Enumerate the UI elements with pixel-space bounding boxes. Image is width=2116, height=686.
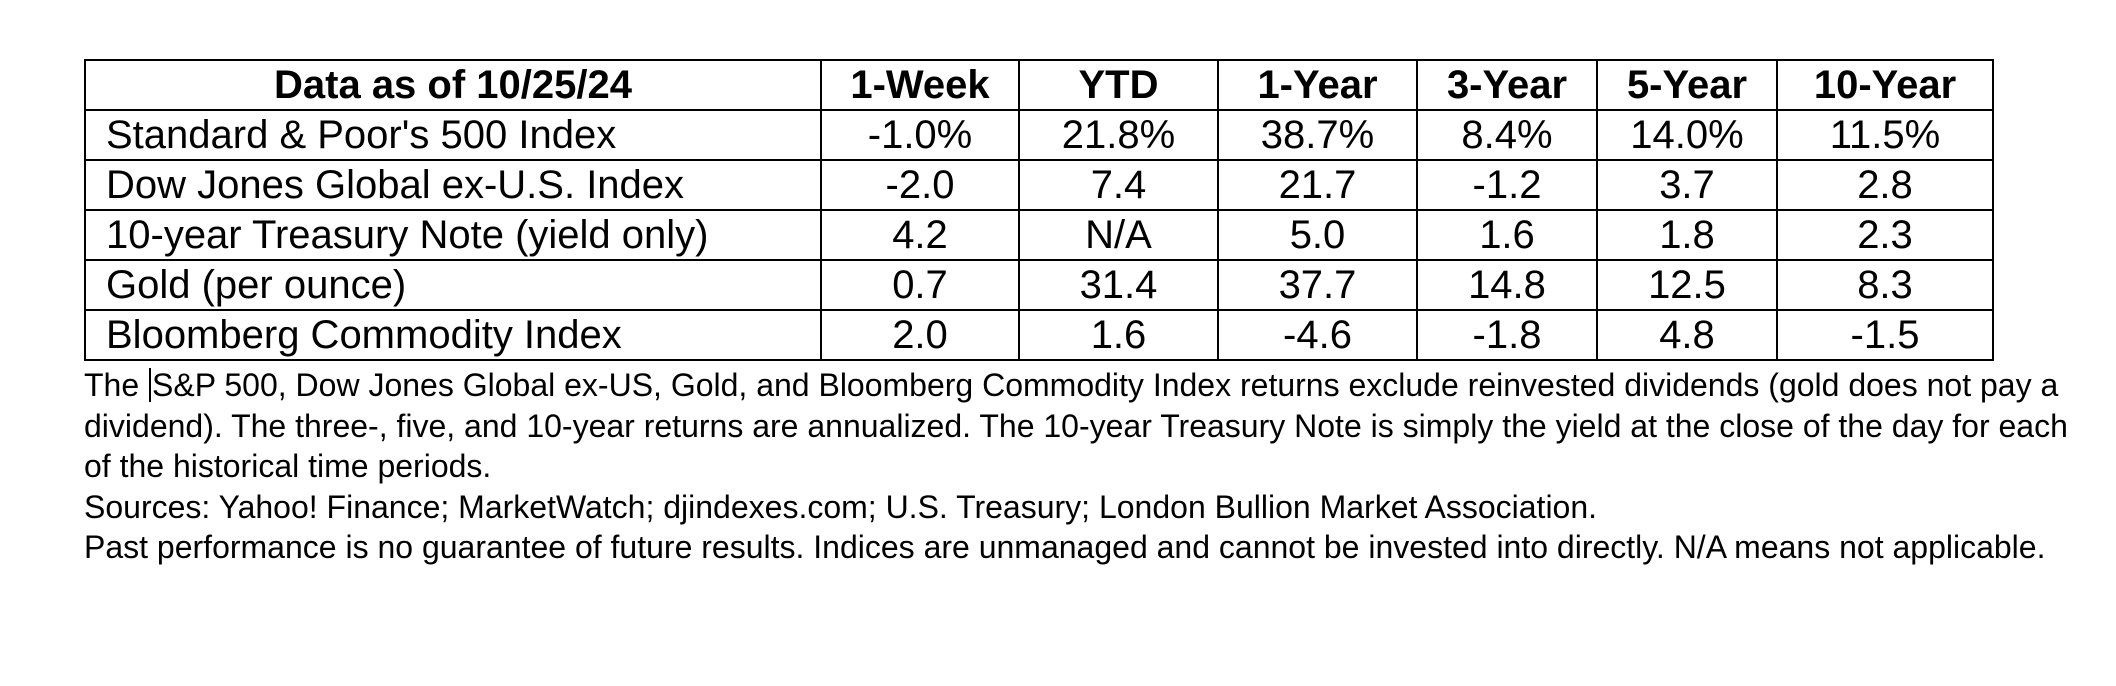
table-header-row	[85, 60, 1993, 110]
sources-note: Sources: Yahoo! Finance; MarketWatch; djindexes.com; U.S. Treasury; London Bullion Market Association.	[84, 488, 1598, 525]
table-cell: 1.8	[1597, 210, 1777, 260]
table-row	[85, 110, 1993, 160]
header-5-year: 5-Year	[1597, 60, 1777, 110]
header-ytd: YTD	[1019, 60, 1218, 110]
table-cell: 11.5%	[1777, 110, 1993, 160]
table-cell: 14.8	[1417, 260, 1597, 310]
table-cell: 14.0%	[1597, 110, 1777, 160]
header-date: Data as of 10/25/24	[85, 60, 821, 110]
market-returns-table	[84, 59, 1994, 361]
table-cell: -1.8	[1417, 310, 1597, 360]
header-3-year: 3-Year	[1417, 60, 1597, 110]
table-cell: N/A	[1019, 210, 1218, 260]
table-cell: 8.3	[1777, 260, 1993, 310]
table-cell: -1.0%	[821, 110, 1019, 160]
header-1-week: 1-Week	[821, 60, 1019, 110]
table-cell: 37.7	[1218, 260, 1417, 310]
table-cell: 1.6	[1019, 310, 1218, 360]
row-label: Bloomberg Commodity Index	[85, 310, 821, 360]
table-cell: 21.7	[1218, 160, 1417, 210]
returns-note-text: S&P 500, Dow Jones Global ex-US, Gold, and Bloomberg Commodity Index returns exclude reinvested dividends (gold does not pay a dividend). The three-, five, and 10-year returns are annualized. The 10-year Treasury Note is simply the yield at the close of the day for each of the historical time periods.	[84, 367, 2068, 484]
table-cell: 2.0	[821, 310, 1019, 360]
row-label: Dow Jones Global ex-U.S. Index	[85, 160, 821, 210]
table-cell: 2.8	[1777, 160, 1993, 210]
table-cell: 31.4	[1019, 260, 1218, 310]
table-cell: 2.3	[1777, 210, 1993, 260]
table-row	[85, 160, 1993, 210]
returns-note[interactable]	[84, 365, 2074, 487]
table-row	[85, 210, 1993, 260]
table-cell: -1.2	[1417, 160, 1597, 210]
table-cell: 5.0	[1218, 210, 1417, 260]
table-row	[85, 260, 1993, 310]
table-cell: 0.7	[821, 260, 1019, 310]
table-cell: 12.5	[1597, 260, 1777, 310]
row-label: 10-year Treasury Note (yield only)	[85, 210, 821, 260]
table-cell: 3.7	[1597, 160, 1777, 210]
row-label: Gold (per ounce)	[85, 260, 821, 310]
table-cell: -4.6	[1218, 310, 1417, 360]
document-page	[84, 59, 2074, 568]
table-cell: -2.0	[821, 160, 1019, 210]
table-cell: -1.5	[1777, 310, 1993, 360]
table-row	[85, 310, 1993, 360]
returns-note-prefix: The	[84, 367, 149, 403]
table-cell: 38.7%	[1218, 110, 1417, 160]
header-1-year: 1-Year	[1218, 60, 1417, 110]
table-cell: 21.8%	[1019, 110, 1218, 160]
disclaimer-note: Past performance is no guarantee of future results. Indices are unmanaged and cannot be invested into directly. N/A means not applicable.	[84, 529, 2046, 565]
table-cell: 4.2	[821, 210, 1019, 260]
row-label: Standard & Poor's 500 Index	[85, 110, 821, 160]
text-cursor	[149, 368, 151, 402]
header-10-year: 10-Year	[1777, 60, 1993, 110]
table-cell: 1.6	[1417, 210, 1597, 260]
table-cell: 8.4%	[1417, 110, 1597, 160]
table-cell: 4.8	[1597, 310, 1777, 360]
footnotes	[84, 365, 2074, 568]
table-cell: 7.4	[1019, 160, 1218, 210]
